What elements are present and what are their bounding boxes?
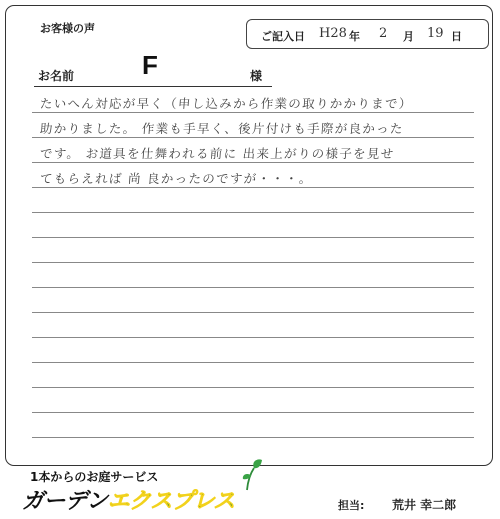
ruled-line [32,412,474,413]
ruled-line [32,437,474,438]
date-day-suffix: 日 [451,30,462,43]
ruled-line [32,212,474,213]
date-day: 19 [427,26,444,41]
comment-line: 助かりました。 作業も手早く、後片付けも手際が良かった [39,121,405,136]
brand-logo [22,484,235,515]
ruled-line [32,262,474,263]
ruled-line [32,137,474,138]
comment-line: たいへん対応が早く（申し込みから作業の取りかかりまで） [39,96,414,111]
header-label: お客様の声 [40,22,95,35]
name-honorific: 様 [250,69,263,83]
ruled-line [32,387,474,388]
date-era-year: H28 [319,26,347,41]
ruled-line [32,187,474,188]
ruled-line [32,287,474,288]
date-month: 2 [379,26,388,41]
brand-accent: エクスプレス [107,488,235,513]
ruled-line [32,337,474,338]
date-box [246,19,489,49]
comment-line: です。 お道具を仕舞われる前に 出来上がりの様子を見せ [39,146,396,161]
ruled-line [32,162,474,163]
name-label: お名前 [38,69,75,83]
footer-tagline: 1本からのお庭サービス [30,470,159,484]
leaf-sprout-icon [238,458,268,492]
staff-label: 担当: [338,499,365,512]
testimonial-card [5,5,493,466]
date-prefix: ご記入日 [261,30,305,43]
name-underline [34,86,272,87]
customer-name: F [142,50,158,80]
ruled-line [32,312,474,313]
comment-line: てもらえれば 尚 良かったのですが・・・。 [39,171,314,186]
ruled-line [32,362,474,363]
ruled-line [32,237,474,238]
staff-name: 荒井 幸二郎 [392,498,457,512]
brand-main: ガーデン [22,488,108,513]
ruled-line [32,112,474,113]
date-year-suffix: 年 [349,30,360,43]
date-month-suffix: 月 [403,30,414,43]
